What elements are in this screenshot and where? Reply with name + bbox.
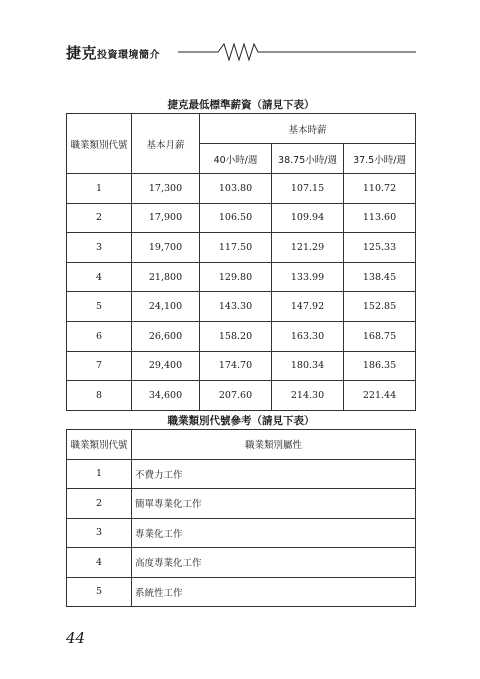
table-cell: 專業化工作 <box>132 518 416 548</box>
table-cell: 7 <box>67 351 132 381</box>
header-title <box>66 42 160 63</box>
table-cell: 129.80 <box>200 262 272 292</box>
table-cell: 3 <box>67 518 132 548</box>
table-cell: 高度專業化工作 <box>132 548 416 578</box>
table-cell: 180.34 <box>272 351 344 381</box>
table-cell: 29,400 <box>132 351 200 381</box>
table-cell: 24,100 <box>132 292 200 322</box>
table-cell: 5 <box>67 577 132 607</box>
table-cell: 152.85 <box>344 292 416 322</box>
table-row <box>67 459 416 489</box>
col-attr-header: 職業類別屬性 <box>132 430 416 460</box>
hourly-subheader: 40小時/週 <box>200 144 272 174</box>
table-cell: 163.30 <box>272 321 344 351</box>
header-title-main: 捷克 <box>66 44 98 62</box>
table-row <box>67 351 416 381</box>
table-row <box>67 174 416 204</box>
table-cell: 8 <box>67 381 132 411</box>
table-cell: 214.30 <box>272 381 344 411</box>
table-row <box>67 518 416 548</box>
table-cell: 17,900 <box>132 203 200 233</box>
col-code-header: 職業類別代號 <box>67 430 132 460</box>
table-cell: 110.72 <box>344 174 416 204</box>
col-hourly-header: 基本時薪 <box>200 114 416 144</box>
table-row <box>67 381 416 411</box>
table-cell: 4 <box>67 548 132 578</box>
header-title-sub: 投資環境簡介 <box>97 50 161 61</box>
table-cell: 34,600 <box>132 381 200 411</box>
table-cell: 103.80 <box>200 174 272 204</box>
table-cell: 2 <box>67 203 132 233</box>
hourly-subheader: 37.5小時/週 <box>344 144 416 174</box>
table-cell: 107.15 <box>272 174 344 204</box>
table-cell: 221.44 <box>344 381 416 411</box>
page-number: 44 <box>66 629 86 647</box>
table-cell: 系統性工作 <box>132 577 416 607</box>
table-cell: 1 <box>67 174 132 204</box>
table-cell: 5 <box>67 292 132 322</box>
table-cell: 117.50 <box>200 233 272 263</box>
table-cell: 19,700 <box>132 233 200 263</box>
table-cell: 174.70 <box>200 351 272 381</box>
page-header <box>66 40 416 64</box>
table-cell: 17,300 <box>132 174 200 204</box>
category-table-caption: 職業類別代號參考（請見下表） <box>167 415 315 427</box>
table-row <box>67 233 416 263</box>
table-cell: 113.60 <box>344 203 416 233</box>
table-cell: 186.35 <box>344 351 416 381</box>
col-monthly-header: 基本月薪 <box>132 114 200 174</box>
hourly-subheader: 38.75小時/週 <box>272 144 344 174</box>
table-cell: 121.29 <box>272 233 344 263</box>
table-cell: 133.99 <box>272 262 344 292</box>
table-cell: 158.20 <box>200 321 272 351</box>
wage-table-caption: 捷克最低標準薪資（請見下表） <box>167 99 315 111</box>
table-cell: 21,800 <box>132 262 200 292</box>
table-cell: 不費力工作 <box>132 459 416 489</box>
table-cell: 1 <box>67 459 132 489</box>
table-row <box>67 203 416 233</box>
table-row <box>67 548 416 578</box>
table-cell: 138.45 <box>344 262 416 292</box>
table-cell: 147.92 <box>272 292 344 322</box>
table-cell: 168.75 <box>344 321 416 351</box>
table-cell: 4 <box>67 262 132 292</box>
category-table <box>66 429 416 607</box>
wage-table <box>66 113 416 411</box>
table-row <box>67 577 416 607</box>
table-row <box>67 489 416 519</box>
table-cell: 106.50 <box>200 203 272 233</box>
table-cell: 簡單專業化工作 <box>132 489 416 519</box>
table-cell: 26,600 <box>132 321 200 351</box>
table-cell: 6 <box>67 321 132 351</box>
table-cell: 143.30 <box>200 292 272 322</box>
table-cell: 207.60 <box>200 381 272 411</box>
table-cell: 3 <box>67 233 132 263</box>
col-category-header: 職業類別代號 <box>67 114 132 174</box>
table-cell: 109.94 <box>272 203 344 233</box>
table-cell: 2 <box>67 489 132 519</box>
table-row <box>67 321 416 351</box>
table-row <box>67 292 416 322</box>
table-row <box>67 262 416 292</box>
table-cell: 125.33 <box>344 233 416 263</box>
